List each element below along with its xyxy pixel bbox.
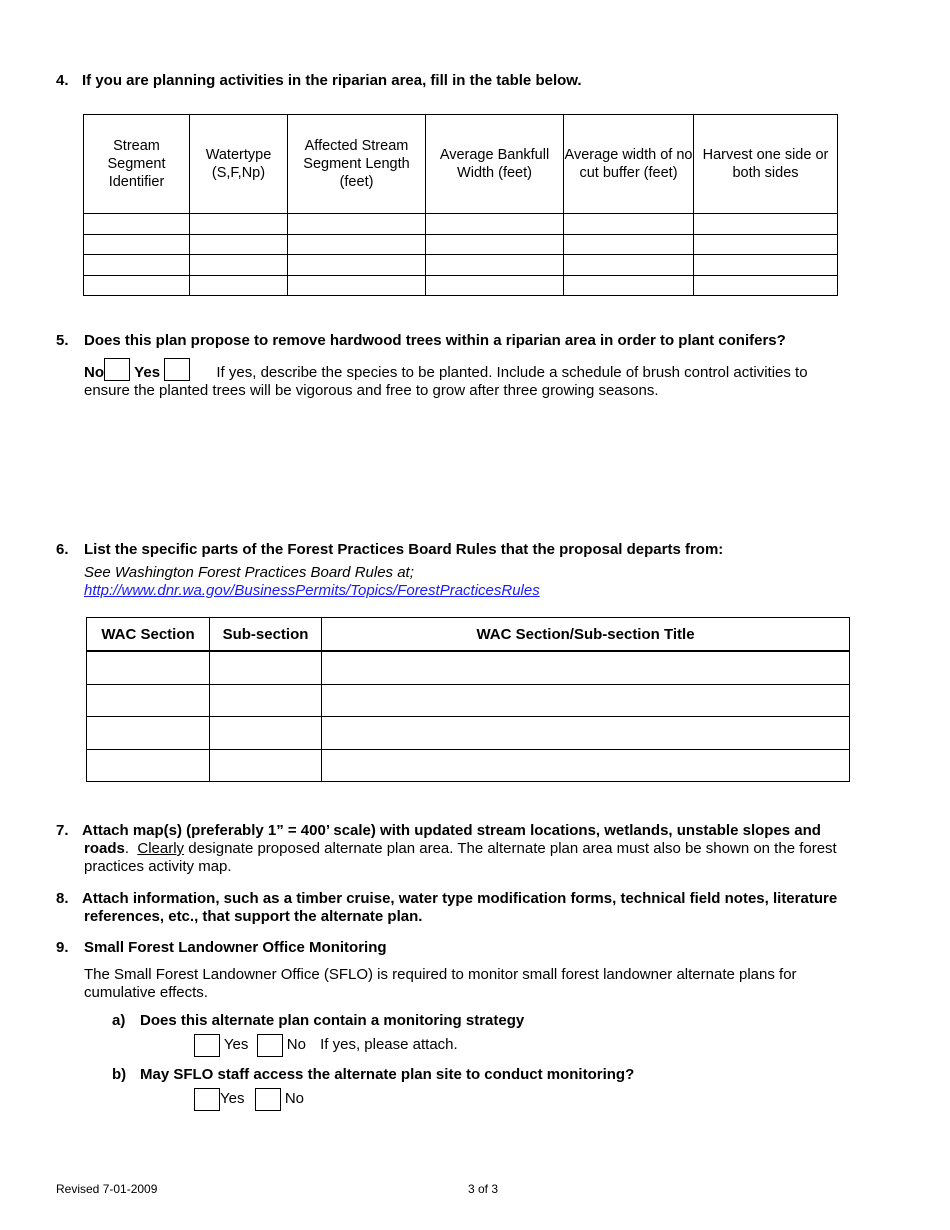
table-cell[interactable] [190, 234, 288, 255]
table-cell[interactable] [84, 275, 190, 296]
column-header: Harvest one side or both sides [694, 115, 838, 214]
question-9b [112, 1066, 635, 1084]
question-9-desc-line1: The Small Forest Landowner Office (SFLO) is required to monitor small forest landowner alternate plans for [84, 966, 797, 983]
table-cell[interactable] [694, 275, 838, 296]
table-cell[interactable] [87, 651, 210, 684]
rules-reference-text: See Washington Forest Practices Board Rules at; [84, 564, 414, 581]
clearly-text: Clearly [137, 840, 185, 857]
table-row [84, 255, 838, 276]
table-cell[interactable] [190, 255, 288, 276]
question-7-number: 7. [56, 822, 69, 839]
monitoring-no-checkbox[interactable] [257, 1034, 283, 1057]
table-cell[interactable] [288, 214, 426, 235]
column-header: Average Bankfull Width (feet) [426, 115, 564, 214]
question-9-title: Small Forest Landowner Office Monitoring [84, 939, 387, 956]
question-5-answer-line [84, 358, 808, 382]
question-7-line3: practices activity map. [84, 858, 232, 875]
table-cell[interactable] [426, 234, 564, 255]
table-row [87, 684, 850, 717]
question-9b-label: b) [112, 1066, 127, 1083]
question-5-instructions: If yes, describe the species to be planted. Include a schedule of brush control activities to [216, 364, 808, 381]
rules-link[interactable]: http://www.dnr.wa.gov/BusinessPermits/Topics/ForestPracticesRules [84, 582, 540, 599]
question-5-number: 5. [56, 332, 69, 349]
table-row [84, 234, 838, 255]
table-cell[interactable] [87, 717, 210, 750]
column-header: WAC Section/Sub-section Title [322, 618, 850, 652]
page-number: 3 of 3 [468, 1182, 499, 1196]
column-header: Sub-section [210, 618, 322, 652]
table-cell[interactable] [564, 255, 694, 276]
question-7-line2-rest: designate proposed alternate plan area. The alternate plan area must also be shown on the forest [184, 840, 837, 857]
table-cell[interactable] [84, 214, 190, 235]
question-5-text: Does this plan propose to remove hardwood trees within a riparian area in order to plant conifers? [84, 332, 786, 349]
table-cell[interactable] [694, 214, 838, 235]
question-9-desc-line2: cumulative effects. [84, 984, 208, 1001]
table-cell[interactable] [288, 234, 426, 255]
table-cell[interactable] [426, 214, 564, 235]
question-9a-text: Does this alternate plan contain a monitoring strategy [140, 1012, 525, 1029]
table-cell[interactable] [322, 717, 850, 750]
monitoring-yes-label: Yes [223, 1036, 249, 1053]
column-header: WAC Section [87, 618, 210, 652]
table-row [84, 214, 838, 235]
access-no-checkbox[interactable] [255, 1088, 281, 1111]
question-9a-answers [194, 1033, 458, 1057]
table-cell[interactable] [210, 651, 322, 684]
yes-label: Yes [134, 364, 161, 381]
access-yes-label: Yes [220, 1090, 245, 1107]
table-cell[interactable] [426, 275, 564, 296]
monitoring-no-label: No [286, 1036, 306, 1053]
question-7-line1: Attach map(s) (preferably 1” = 400’ scale) with updated stream locations, wetlands, unstable slopes and [82, 822, 821, 839]
question-6-text: List the specific parts of the Forest Practices Board Rules that the proposal departs from: [84, 541, 724, 558]
table-cell[interactable] [426, 255, 564, 276]
table-row [87, 651, 850, 684]
table-row [87, 749, 850, 782]
roads-text: roads [84, 840, 125, 857]
question-6-number: 6. [56, 541, 69, 558]
question-8-line1: Attach information, such as a timber cruise, water type modification forms, technical field notes, literature [82, 890, 838, 907]
table-cell[interactable] [190, 214, 288, 235]
wac-section-table [86, 617, 850, 782]
column-header: Stream Segment Identifier [84, 115, 190, 214]
yes-checkbox[interactable] [164, 358, 190, 381]
table-cell[interactable] [564, 275, 694, 296]
table-cell[interactable] [322, 684, 850, 717]
revised-date: Revised 7-01-2009 [56, 1182, 158, 1196]
column-header: Watertype (S,F,Np) [190, 115, 288, 214]
riparian-activities-table [83, 114, 838, 296]
question-8-line2: references, etc., that support the alternate plan. [84, 908, 423, 925]
table-cell[interactable] [694, 255, 838, 276]
table-cell[interactable] [87, 749, 210, 782]
access-yes-checkbox[interactable] [194, 1088, 220, 1111]
table-cell[interactable] [694, 234, 838, 255]
table-cell[interactable] [288, 275, 426, 296]
question-9a [112, 1012, 525, 1030]
question-9-number: 9. [56, 939, 69, 956]
question-7-line2: roads. Clearly designate proposed alternate plan area. The alternate plan area must also be shown on the forest [84, 840, 837, 857]
question-9b-text: May SFLO staff access the alternate plan site to conduct monitoring? [140, 1066, 635, 1083]
table-cell[interactable] [210, 749, 322, 782]
table-cell[interactable] [87, 684, 210, 717]
column-header: Average width of no cut buffer (feet) [564, 115, 694, 214]
table-cell[interactable] [210, 717, 322, 750]
table-cell[interactable] [210, 684, 322, 717]
column-header: Affected Stream Segment Length (feet) [288, 115, 426, 214]
question-8-number: 8. [56, 890, 69, 907]
table-cell[interactable] [84, 255, 190, 276]
question-9b-answers [194, 1087, 304, 1111]
question-9a-label: a) [112, 1012, 126, 1029]
table-cell[interactable] [322, 651, 850, 684]
access-no-label: No [284, 1090, 305, 1107]
question-4-number: 4. [56, 72, 69, 89]
monitoring-note: If yes, please attach. [320, 1036, 458, 1053]
question-4-text: If you are planning activities in the riparian area, fill in the table below. [82, 72, 582, 89]
table-row [84, 275, 838, 296]
table-cell[interactable] [564, 214, 694, 235]
monitoring-yes-checkbox[interactable] [194, 1034, 220, 1057]
question-5-instructions-cont: ensure the planted trees will be vigorous and free to grow after three growing seasons. [84, 382, 659, 399]
table-cell[interactable] [322, 749, 850, 782]
table-cell[interactable] [288, 255, 426, 276]
table-cell[interactable] [564, 234, 694, 255]
table-row [87, 717, 850, 750]
no-checkbox[interactable] [104, 358, 130, 381]
table-cell[interactable] [190, 275, 288, 296]
table-cell[interactable] [84, 234, 190, 255]
no-label: No [84, 364, 104, 381]
